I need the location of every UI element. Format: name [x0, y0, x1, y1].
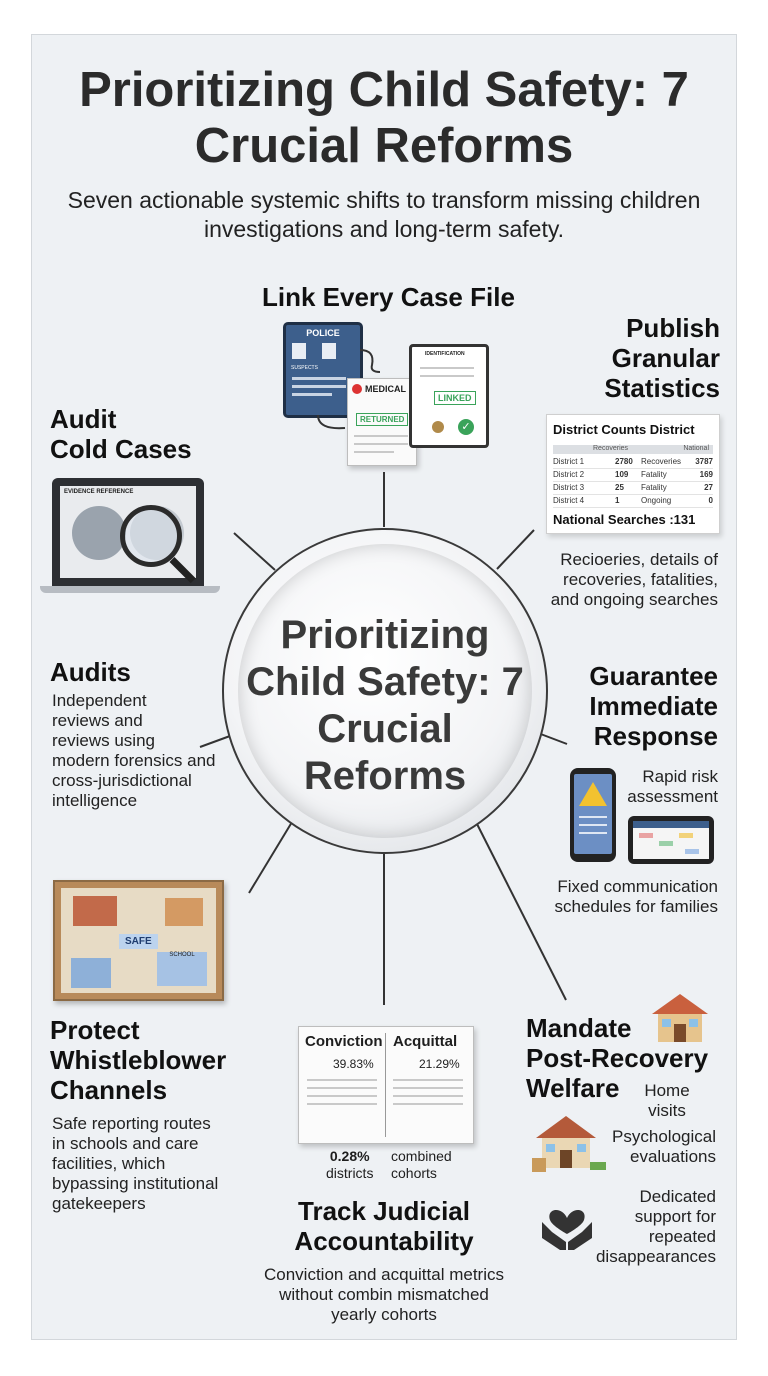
- welfare-item2: Psychological evaluations: [612, 1127, 716, 1166]
- conviction-header: Conviction: [305, 1033, 383, 1050]
- judicial-foot-right: combined cohorts: [391, 1148, 452, 1181]
- house-icon: [165, 898, 203, 926]
- heart-hands-icon: [538, 1196, 596, 1254]
- phone-alert-illustration: [570, 768, 616, 862]
- judicial-heading: Track Judicial Accountability: [294, 1196, 474, 1256]
- welfare-item1: Home visits: [644, 1081, 690, 1120]
- judicial-foot-left: 0.28% districts: [326, 1148, 374, 1181]
- whistleblower-heading: Protect Whistleblower Channels: [50, 1015, 227, 1105]
- family-home-icon: [530, 1112, 608, 1174]
- subtitle: Seven actionable systemic shifts to transform missing children investigations and long-term safety.: [67, 187, 701, 242]
- table-row: District 2 109 Fatality 169: [553, 469, 713, 482]
- returned-stamp: RETURNED: [356, 413, 408, 426]
- audits-heading: Audits: [50, 657, 131, 687]
- statistics-table: [546, 414, 720, 534]
- audit-cold-heading: Audit Cold Cases: [50, 404, 192, 464]
- laptop-base: [40, 586, 220, 593]
- acquittal-header: Acquittal: [393, 1033, 458, 1050]
- conviction-value: 39.83%: [333, 1057, 374, 1071]
- publish-stats-heading: Publish Granular Statistics: [604, 313, 720, 403]
- link-case-heading: Link Every Case File: [262, 282, 515, 312]
- identification-label: IDENTIFICATION: [425, 351, 465, 357]
- guarantee-body: Fixed communication schedules for families: [554, 877, 718, 916]
- page-title: Prioritizing Child Safety: 7 Crucial Reforms: [79, 63, 689, 173]
- school-building-icon: [73, 896, 117, 926]
- judicial-metrics-document: [298, 1026, 474, 1144]
- statistics-table-footer: National Searches :131: [553, 512, 696, 527]
- statistics-table-title: District Counts District: [553, 422, 695, 437]
- whistleblower-body: Safe reporting routes in schools and care facilities, which bypassing institutional gatekeepers: [52, 1114, 219, 1213]
- publish-stats-body: Recioeries, details of recoveries, fatalities, and ongoing searches: [550, 550, 718, 609]
- house-icon: [650, 992, 710, 1044]
- police-label: POLICE: [306, 328, 340, 338]
- linked-stamp: LINKED: [434, 391, 476, 405]
- guarantee-side-text: Rapid risk assessment: [627, 767, 718, 806]
- medical-label: MEDICAL: [365, 384, 406, 394]
- acquittal-value: 21.29%: [419, 1057, 460, 1071]
- guarantee-heading: Guarantee Immediate Response: [589, 661, 718, 751]
- audits-body: Independent reviews and reviews using modern forensics and cross-jurisdictional intelligence: [52, 691, 216, 810]
- table-row: District 4 1 Ongoing 0: [553, 495, 713, 508]
- welfare-heading: Mandate Post-Recovery Welfare: [526, 1013, 709, 1103]
- evidence-screen-label: EVIDENCE REFERENCE: [64, 489, 134, 495]
- welfare-item3: Dedicated support for repeated disappearances: [595, 1187, 716, 1266]
- statistics-table-header: Recoveries National: [553, 445, 713, 454]
- safe-label: SAFE: [119, 934, 158, 949]
- judicial-body: Conviction and acquittal metrics without combin mismatched yearly cohorts: [263, 1265, 504, 1324]
- table-row: District 1 2780 Recoveries 3787: [553, 456, 713, 469]
- school-label: SCHOOL: [157, 952, 207, 986]
- tablet-calendar-illustration: [628, 816, 714, 864]
- medical-file-illustration: [347, 378, 417, 466]
- warning-icon: [579, 782, 607, 806]
- center-title: Prioritizing Child Safety: 7 Crucial Reforms: [246, 613, 524, 798]
- table-row: District 3 25 Fatality 27: [553, 482, 713, 495]
- check-icon: ✓: [458, 419, 474, 435]
- police-sub-label: SUSPECTS: [291, 365, 318, 371]
- safe-routes-board-illustration: [53, 880, 224, 1001]
- identification-clipboard-illustration: [409, 344, 489, 448]
- hospital-building-icon: [71, 958, 111, 988]
